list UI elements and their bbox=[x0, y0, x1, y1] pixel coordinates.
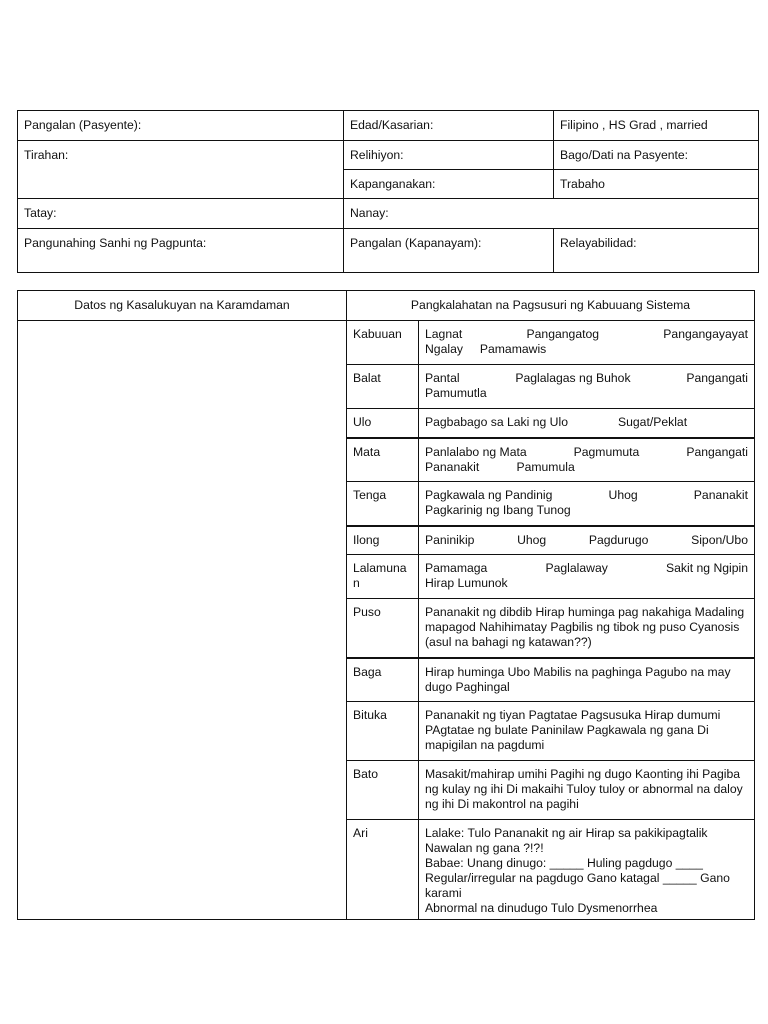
pangangayayat-option[interactable]: Pangangayayat bbox=[663, 327, 748, 341]
baga-label: Baga bbox=[347, 658, 419, 702]
pagdurugo-option[interactable]: Pagdurugo bbox=[588, 532, 649, 547]
balat-options bbox=[419, 365, 755, 409]
ari-babae-line[interactable]: Babae: Unang dinugo: _____ Huling pagdugo ____ Regular/irregular na pagdugo Gano katagal _____ Gano karami bbox=[425, 856, 730, 900]
ngalay-option[interactable]: Ngalay bbox=[425, 342, 463, 356]
patient-info-table bbox=[17, 110, 759, 273]
trabaho-field[interactable]: Trabaho bbox=[554, 170, 759, 199]
paninikip-option[interactable]: Paninikip bbox=[425, 532, 475, 547]
pagkarinig-option[interactable]: Pagkarinig ng Ibang Tunog bbox=[425, 503, 571, 517]
lagnat-option[interactable]: Lagnat bbox=[425, 327, 463, 341]
relayabilidad-field[interactable]: Relayabilidad: bbox=[554, 229, 759, 273]
pangangatog-option[interactable]: Pangangatog bbox=[526, 327, 600, 341]
paglalaway-option[interactable]: Paglalaway bbox=[545, 561, 608, 575]
pangunahing-sanhi-field[interactable]: Pangunahing Sanhi ng Pagpunta: bbox=[18, 229, 344, 273]
tirahan-field[interactable]: Tirahan: bbox=[18, 141, 344, 199]
pananakit-tenga-option[interactable]: Pananakit bbox=[693, 488, 748, 502]
pagkawala-pandinig-option[interactable]: Pagkawala ng Pandinig bbox=[425, 488, 553, 502]
kabuuan-options bbox=[419, 321, 755, 365]
bato-options[interactable]: Masakit/mahirap umihi Pagihi ng dugo Kaonting ihi Pagiba ng kulay ng ihi Di makaihi Tuloy tuloy or abnormal na daloy ng ihi Di makontrol na pagihi bbox=[419, 761, 755, 820]
sakit-ngipin-option[interactable]: Sakit ng Ngipin bbox=[666, 561, 748, 575]
bituka-options[interactable]: Pananakit ng tiyan Pagtatae Pagsusuka Hirap dumumi PAgtatae ng bulate Paninilaw Pagkawala ng gana Di mapigilan na pagdumi bbox=[419, 702, 755, 761]
systems-review-header: Pangkalahatan na Pagsusuri ng Kabuuang Sistema bbox=[347, 291, 755, 321]
ari-abnormal-line[interactable]: Abnormal na dinudugo Tulo Dysmenorrhea bbox=[425, 901, 658, 915]
kabuuan-label: Kabuuan bbox=[347, 321, 419, 365]
ulo-options bbox=[419, 409, 755, 438]
pagbabago-laki-ulo-option[interactable]: Pagbabago sa Laki ng Ulo bbox=[425, 415, 568, 429]
mata-options bbox=[419, 438, 755, 482]
pantal-option[interactable]: Pantal bbox=[425, 371, 460, 385]
mata-label: Mata bbox=[347, 438, 419, 482]
pangalan-kapanayam-field[interactable]: Pangalan (Kapanayam): bbox=[344, 229, 554, 273]
bago-dati-field[interactable]: Bago/Dati na Pasyente: bbox=[554, 141, 759, 170]
pananakit-mata-option[interactable]: Pananakit bbox=[425, 459, 480, 474]
uhog-tenga-option[interactable]: Uhog bbox=[608, 488, 638, 502]
baga-options[interactable]: Hirap huminga Ubo Mabilis na paghinga Pagubo na may dugo Paghingal bbox=[419, 658, 755, 702]
tatay-field[interactable]: Tatay: bbox=[18, 199, 344, 229]
tenga-options bbox=[419, 482, 755, 526]
pagmumuta-option[interactable]: Pagmumuta bbox=[573, 444, 640, 459]
puso-label: Puso bbox=[347, 599, 419, 658]
pangalan-pasyente-field[interactable]: Pangalan (Pasyente): bbox=[18, 111, 344, 141]
pangangati-mata-option[interactable]: Pangangati bbox=[686, 444, 748, 459]
tenga-label: Tenga bbox=[347, 482, 419, 526]
lalamunan-options bbox=[419, 555, 755, 599]
sugat-peklat-option[interactable]: Sugat/Peklat bbox=[617, 415, 688, 429]
lalamunan-label: Lalamunan bbox=[347, 555, 419, 599]
pamamawis-option[interactable]: Pamamawis bbox=[479, 342, 547, 356]
ari-options bbox=[419, 820, 755, 920]
sipon-ubo-option[interactable]: Sipon/Ubo bbox=[691, 532, 748, 547]
paglalagas-option[interactable]: Paglalagas ng Buhok bbox=[515, 371, 631, 385]
pangangati-option[interactable]: Pangangati bbox=[686, 371, 748, 385]
pamamaga-option[interactable]: Pamamaga bbox=[425, 561, 488, 575]
nanay-field[interactable]: Nanay: bbox=[344, 199, 759, 229]
kapanganakan-field[interactable]: Kapanganakan: bbox=[344, 170, 554, 199]
review-of-systems-table bbox=[17, 290, 755, 920]
ilong-label: Ilong bbox=[347, 526, 419, 555]
puso-options[interactable]: Pananakit ng dibdib Hirap huminga pag nakahiga Madaling mapagod Nahihimatay Pagbilis ng tibok ng puso Cyanosis (asul na bahagi ng katawan??) bbox=[419, 599, 755, 658]
bato-label: Bato bbox=[347, 761, 419, 820]
background-field[interactable]: Filipino , HS Grad , married bbox=[554, 111, 759, 141]
bituka-label: Bituka bbox=[347, 702, 419, 761]
pamumula-option[interactable]: Pamumula bbox=[516, 459, 575, 474]
hirap-lumunok-option[interactable]: Hirap Lumunok bbox=[425, 576, 508, 590]
relihiyon-field[interactable]: Relihiyon: bbox=[344, 141, 554, 170]
ari-lalake-line[interactable]: Lalake: Tulo Pananakit ng air Hirap sa pakikipagtalik Nawalan ng gana ?!?! bbox=[425, 826, 708, 855]
uhog-ilong-option[interactable]: Uhog bbox=[517, 532, 547, 547]
ari-label: Ari bbox=[347, 820, 419, 920]
present-illness-header: Datos ng Kasalukuyan na Karamdaman bbox=[18, 291, 347, 321]
ilong-options bbox=[419, 526, 755, 555]
pamumutla-option[interactable]: Pamumutla bbox=[425, 386, 487, 400]
edad-kasarian-field[interactable]: Edad/Kasarian: bbox=[344, 111, 554, 141]
panlalabo-option[interactable]: Panlalabo ng Mata bbox=[425, 444, 527, 459]
balat-label: Balat bbox=[347, 365, 419, 409]
ulo-label: Ulo bbox=[347, 409, 419, 438]
present-illness-notes[interactable] bbox=[18, 321, 347, 920]
